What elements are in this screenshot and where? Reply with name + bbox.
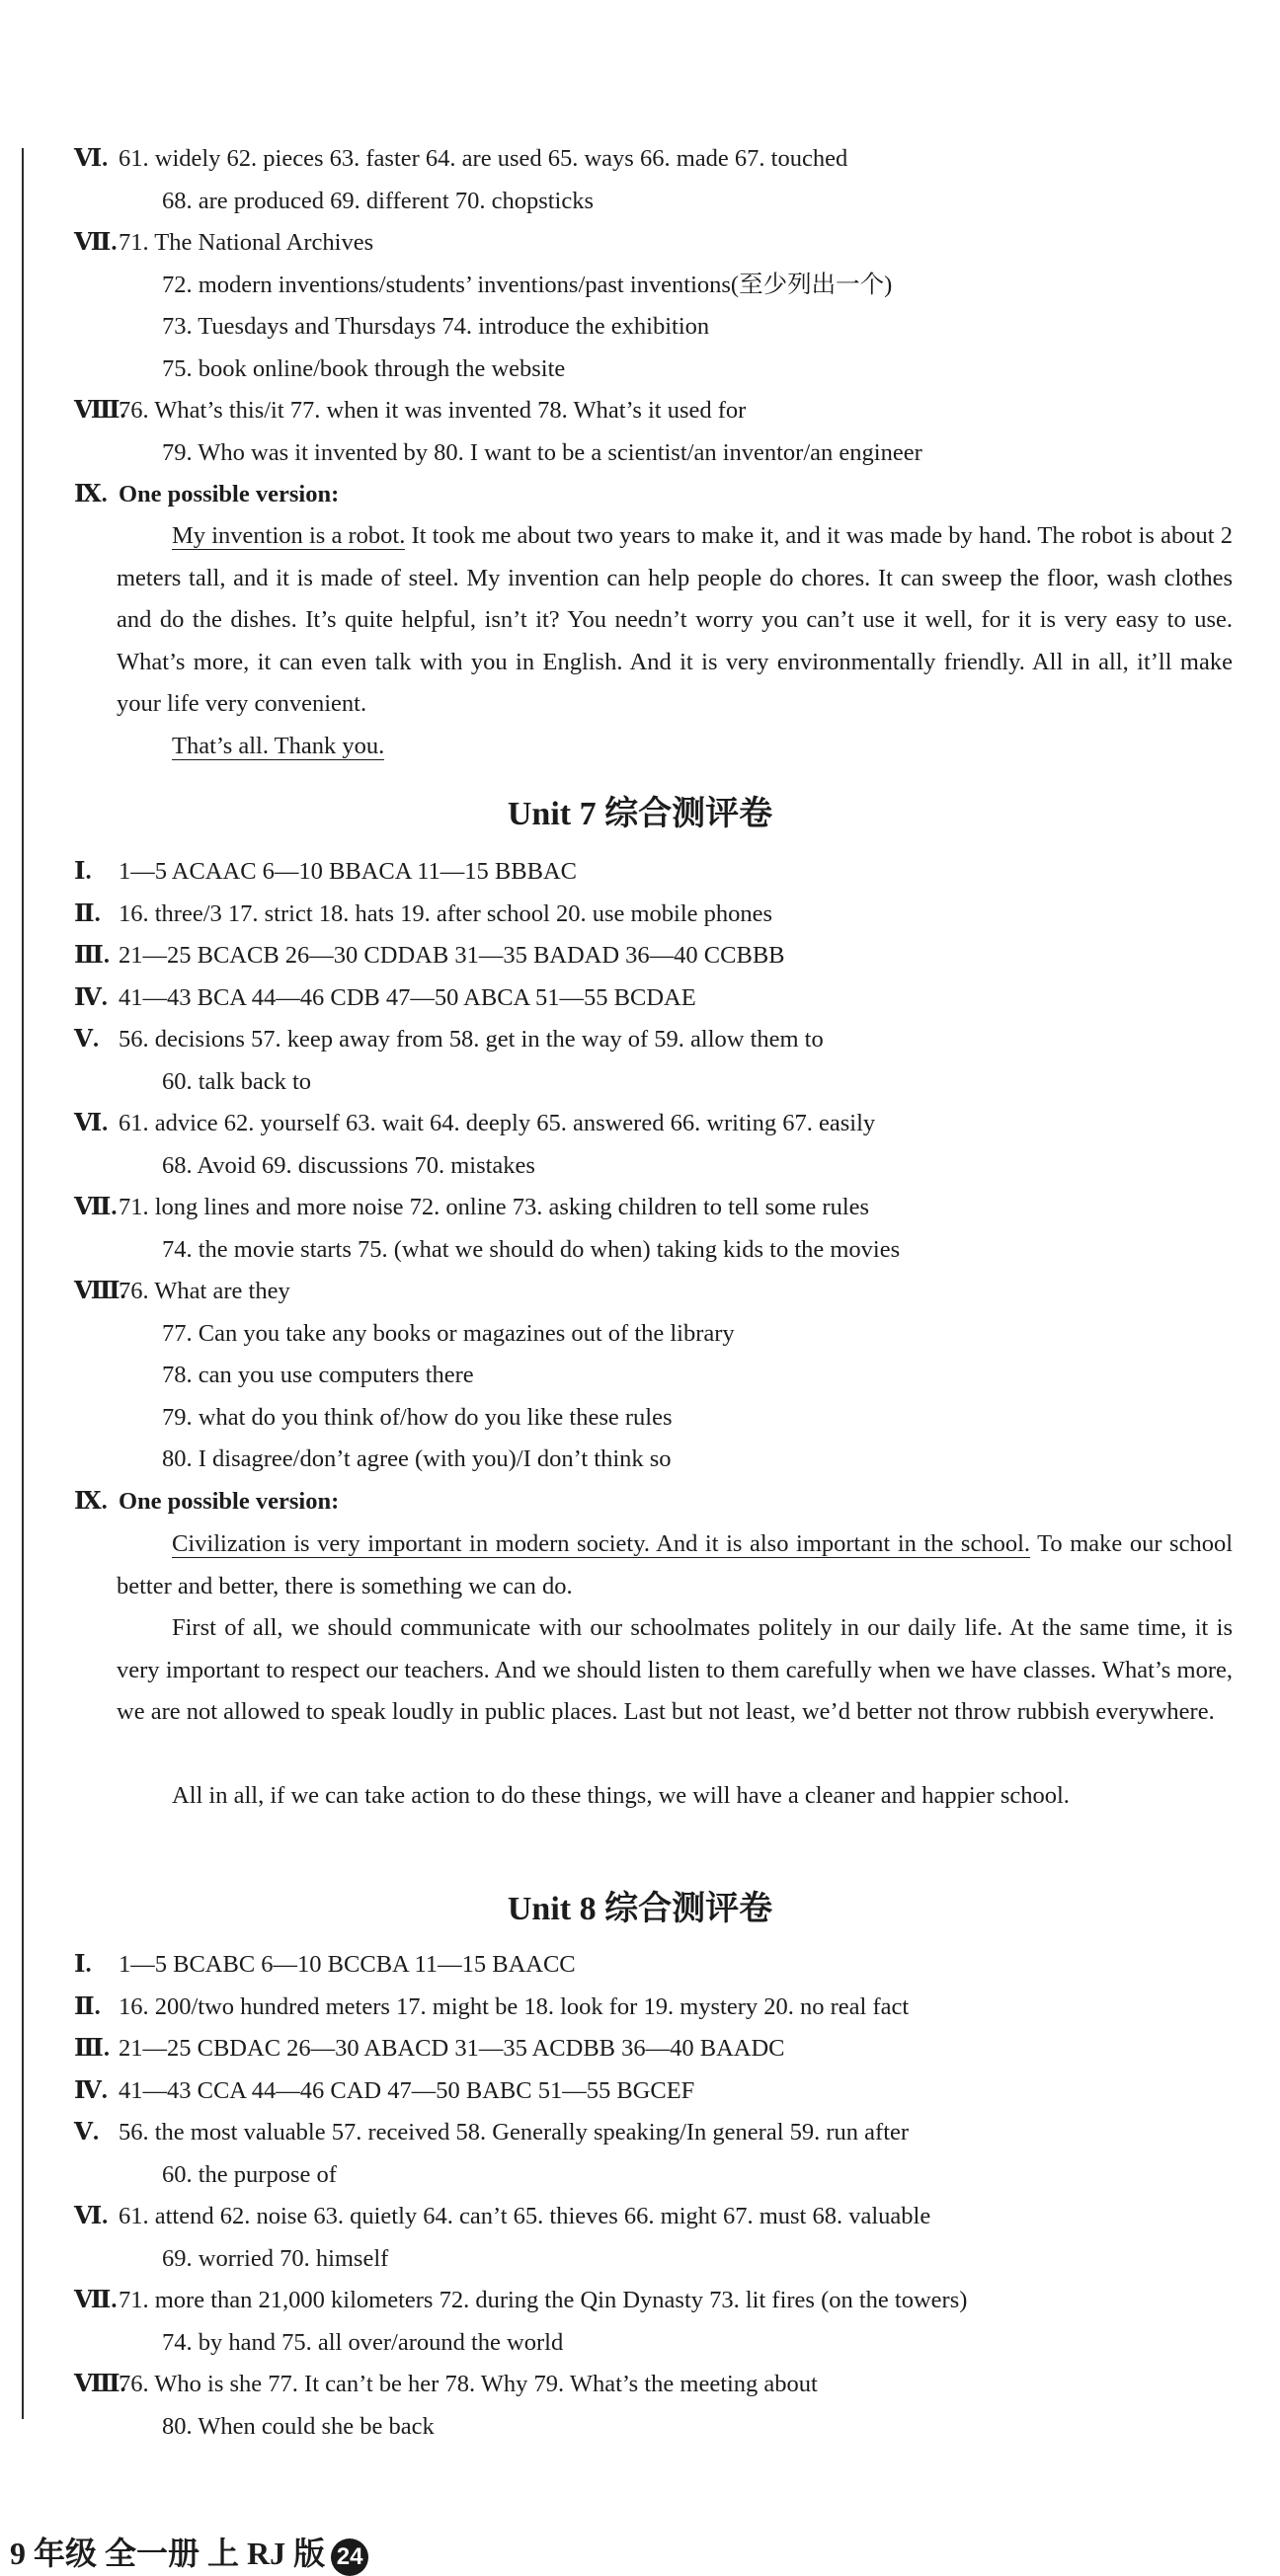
- answer-row: Ⅵ. 61. widely 62. pieces 63. faster 64. are used 65. ways 66. made 67. touched: [74, 145, 848, 172]
- answer-row: 69. worried 70. himself: [162, 2244, 389, 2272]
- unit8-title: Unit 8 综合测评卷: [507, 1891, 773, 1927]
- answer-row: 77. Can you take any books or magazines out of the library: [162, 1319, 735, 1347]
- unit6-section: [0, 138, 1280, 516]
- answer-row: 68. Avoid 69. discussions 70. mistakes: [162, 1151, 535, 1179]
- essay-paragraph: Civilization is very important in modern society. And it is also important in the school. To make our school better and better, there is something we can do.: [117, 1530, 1233, 1600]
- answer-row: 74. the movie starts 75. (what we should do when) taking kids to the movies: [162, 1235, 901, 1263]
- answer-row: 68. are produced 69. different 70. chopsticks: [162, 187, 595, 214]
- answer-row: Ⅳ. 41—43 BCA 44—46 CDB 47—50 ABCA 51—55 BCDAE: [74, 983, 696, 1011]
- answer-row: Ⅸ. One possible version:: [74, 481, 340, 507]
- answer-row: Ⅵ. 61. advice 62. yourself 63. wait 64. deeply 65. answered 66. writing 67. easily: [74, 1110, 876, 1136]
- unit7-title: Unit 7 综合测评卷: [507, 796, 773, 832]
- unit8-section: [0, 1944, 1280, 2448]
- answer-row: 79. Who was it invented by 80. I want to be a scientist/an inventor/an engineer: [162, 438, 922, 466]
- essay-paragraph: My invention is a robot. It took me about two years to make it, and it was made by hand. The robot is about 2 meters tall, and it is made of steel. My invention can help people do chores. It can sweep the floor, wash clothes and do the dishes. It’s quite helpful, isn’t it? You needn’t worry you can’t use it well, for it is very easy to use. What’s more, it can even talk with you in English. And it is very environmentally friendly. All in all, it’ll make your life very convenient.: [117, 522, 1233, 717]
- answer-row: Ⅶ. 71. The National Archives: [74, 229, 374, 256]
- answer-row: Ⅷ. 76. Who is she 77. It can’t be her 78. Why 79. What’s the meeting about: [74, 2371, 818, 2397]
- answer-row: 60. the purpose of: [162, 2160, 337, 2188]
- answer-row: 74. by hand 75. all over/around the world: [162, 2328, 564, 2356]
- answer-row: Ⅰ. 1—5 BCABC 6—10 BCCBA 11—15 BAACC: [74, 1951, 576, 1978]
- answer-row: Ⅱ. 16. 200/two hundred meters 17. might be 18. look for 19. mystery 20. no real fact: [74, 1992, 910, 2020]
- unit7-section: [0, 851, 1280, 1522]
- grade-edition-label: 9 年级 全一册 上 RJ 版: [10, 2536, 326, 2571]
- answer-row: Ⅰ. 1—5 ACAAC 6—10 BBACA 11—15 BBBAC: [74, 858, 577, 885]
- answer-row: 80. When could she be back: [162, 2412, 435, 2440]
- answer-row: Ⅶ. 71. long lines and more noise 72. online 73. asking children to tell some rules: [74, 1194, 870, 1220]
- answer-row: Ⅸ. One possible version:: [74, 1487, 340, 1515]
- answer-row: Ⅴ. 56. the most valuable 57. received 58. Generally speaking/In general 59. run after: [74, 2119, 910, 2146]
- essay-paragraph: First of all, we should communicate with our schoolmates politely in our daily life. At the same time, it is very important to respect our teachers. And we should listen to them carefully when we have classes. What’s more, we are not allowed to speak loudly in public places. Last but not least, we’d better not throw rubbish everywhere.: [117, 1614, 1233, 1725]
- answer-row: 72. modern inventions/students’ inventions/past inventions(至少列出一个): [162, 271, 893, 298]
- answer-row: 60. talk back to: [162, 1067, 312, 1095]
- answer-row: 80. I disagree/don’t agree (with you)/I don’t think so: [162, 1445, 672, 1472]
- answer-row: Ⅲ. 21—25 BCACB 26—30 CDDAB 31—35 BADAD 36—40 CCBBB: [74, 942, 785, 969]
- page-number-badge: 24: [331, 2538, 368, 2576]
- answer-row: Ⅴ. 56. decisions 57. keep away from 58. get in the way of 59. allow them to: [74, 1026, 824, 1053]
- page-footer: [10, 2534, 368, 2576]
- essay-paragraph: All in all, if we can take action to do these things, we will have a cleaner and happier school.: [172, 1782, 1070, 1809]
- answer-row: 73. Tuesdays and Thursdays 74. introduce the exhibition: [162, 313, 710, 340]
- answer-row: Ⅷ. 76. What’s this/it 77. when it was invented 78. What’s it used for: [74, 397, 747, 424]
- answer-row: Ⅳ. 41—43 CCA 44—46 CAD 47—50 BABC 51—55 BGCEF: [74, 2076, 695, 2104]
- answer-row: 79. what do you think of/how do you like these rules: [162, 1403, 673, 1431]
- answer-row: Ⅶ. 71. more than 21,000 kilometers 72. during the Qin Dynasty 73. lit fires (on the towers): [74, 2287, 968, 2313]
- answer-row: Ⅱ. 16. three/3 17. strict 18. hats 19. after school 20. use mobile phones: [74, 899, 773, 927]
- essay-paragraph: That’s all. Thank you.: [172, 733, 385, 759]
- answer-row: Ⅷ. 76. What are they: [74, 1278, 290, 1304]
- answer-row: 75. book online/book through the website: [162, 354, 566, 382]
- answer-row: Ⅵ. 61. attend 62. noise 63. quietly 64. can’t 65. thieves 66. might 67. must 68. valuable: [74, 2203, 931, 2229]
- answer-row: 78. can you use computers there: [162, 1362, 474, 1388]
- answer-row: Ⅲ. 21—25 CBDAC 26—30 ABACD 31—35 ACDBB 36—40 BAADC: [74, 2035, 785, 2062]
